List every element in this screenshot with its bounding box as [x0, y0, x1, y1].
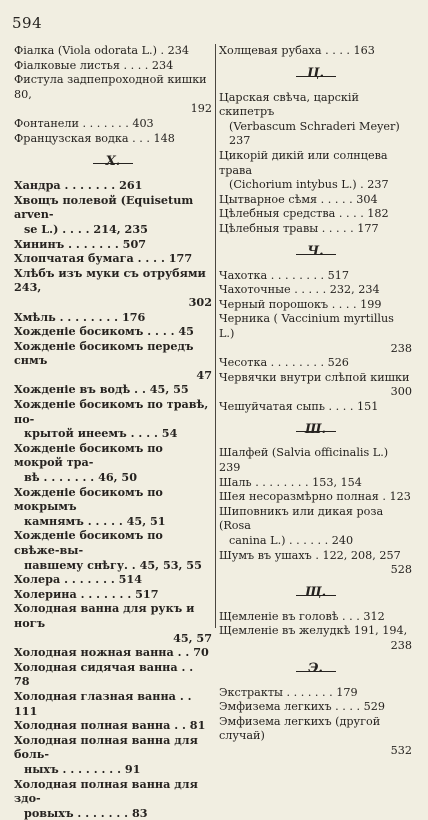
index-entry — [14, 132, 212, 147]
index-entry — [14, 572, 212, 587]
index-entry — [14, 689, 212, 718]
index-entry — [219, 222, 412, 237]
entry-line: Хожденіе босикомъ передъ снмъ — [14, 339, 212, 368]
entry-line: Фонтанели . . . . . . . 403 — [14, 117, 212, 132]
entry-line: Фіалковые листья . . . . 234 — [14, 59, 212, 74]
index-entry — [14, 660, 212, 689]
index-column-left — [14, 44, 212, 820]
entry-line: Холодная глазная ванна . . 111 — [14, 689, 212, 718]
entry-line: 238 — [219, 639, 412, 654]
entry-line: Экстракты . . . . . . . 179 — [219, 686, 412, 701]
index-entry — [219, 610, 412, 625]
entry-line: Хожденіе босикомъ по мокрымъ — [14, 485, 212, 514]
entry-line: 532 — [219, 744, 412, 759]
entry-line: ныхъ . . . . . . . . 91 — [14, 762, 212, 777]
entry-line: камнямъ . . . . . 45, 51 — [14, 514, 212, 529]
entry-line: Холера . . . . . . . 514 — [14, 572, 212, 587]
index-entry — [219, 715, 412, 759]
entry-line: Хининъ . . . . . . . 507 — [14, 237, 212, 252]
entry-line: Червячки внутри слѣпой кишки — [219, 371, 412, 386]
index-entry — [219, 700, 412, 715]
index-entry — [14, 310, 212, 325]
entry-line: Эмфизема легкихъ . . . . 529 — [219, 700, 412, 715]
entry-line: Шиповникъ или дикая роза (Rosa — [219, 505, 412, 534]
entry-line: Царская свѣча, царскій скипетръ — [219, 91, 412, 120]
entry-line: (Verbascum Schraderi Meyer) 237 — [219, 120, 412, 149]
index-entry — [219, 356, 412, 371]
entry-line: Цикорій дикій или солнцева трава — [219, 149, 412, 178]
letter-heading — [14, 156, 212, 170]
entry-line: Французская водка . . . 148 — [14, 132, 212, 147]
index-entry — [14, 528, 212, 572]
index-entry — [14, 324, 212, 339]
heading-letter: Ш. — [219, 423, 412, 438]
index-entry — [14, 266, 212, 310]
entry-line: Шумъ въ ушахъ . 122, 208, 257 — [219, 549, 412, 564]
letter-heading — [219, 664, 412, 678]
entry-line: Эмфизема легкихъ (другой случай) — [219, 715, 412, 744]
index-entry — [14, 117, 212, 132]
index-entry — [219, 283, 412, 298]
index-entry — [219, 490, 412, 505]
letter-heading — [219, 69, 412, 83]
entry-line: Хвощъ полевой (Equisetum arven- — [14, 193, 212, 222]
entry-line: (Cichorium intybus L.) . 237 — [219, 178, 412, 193]
entry-line: Хожденіе въ водѣ . . 45, 55 — [14, 382, 212, 397]
entry-line: крытой инеемъ . . . . 54 — [14, 426, 212, 441]
index-entry — [219, 91, 412, 149]
index-entry — [14, 441, 212, 485]
index-entry — [219, 400, 412, 415]
index-entry — [14, 339, 212, 383]
entry-line: Черный порошокъ . . . . 199 — [219, 298, 412, 313]
index-entry — [219, 505, 412, 549]
index-entry — [14, 382, 212, 397]
entry-line: Хлѣбъ изъ муки съ отрубями 243, — [14, 266, 212, 295]
index-entry — [219, 193, 412, 208]
index-entry — [219, 312, 412, 356]
entry-line: Холодная ножная ванна . . 70 — [14, 645, 212, 660]
index-entry — [219, 624, 412, 653]
index-entry — [219, 44, 412, 59]
entry-line: Фіалка (Viola odorata L.) . 234 — [14, 44, 212, 59]
entry-line: Хожденіе босикомъ по мокрой тра- — [14, 441, 212, 470]
entry-line: Черника ( Vaccinium myrtillus L.) — [219, 312, 412, 341]
index-entry — [14, 73, 212, 117]
entry-line: Чесотка . . . . . . . . 526 — [219, 356, 412, 371]
entry-line: Шалфей (Salvia officinalis L.) 239 — [219, 446, 412, 475]
index-entry — [14, 645, 212, 660]
entry-line: Холодная ванна для рукъ и ногъ — [14, 601, 212, 630]
index-entry — [219, 149, 412, 193]
index-entry — [219, 298, 412, 313]
index-entry — [14, 397, 212, 441]
entry-line: Чешуйчатая сыпь . . . . 151 — [219, 400, 412, 415]
entry-line: ровыхъ . . . . . . . 83 — [14, 806, 212, 820]
index-entry — [14, 237, 212, 252]
index-entry — [219, 686, 412, 701]
index-entry — [14, 777, 212, 820]
column-divider — [215, 44, 216, 628]
page-number: 594 — [12, 14, 42, 32]
entry-line: Чахоточные . . . . . 232, 234 — [219, 283, 412, 298]
entry-line: canina L.) . . . . . . 240 — [219, 534, 412, 549]
index-entry — [219, 446, 412, 475]
letter-heading — [219, 424, 412, 438]
index-entry — [14, 587, 212, 602]
entry-line: Хожденіе босикомъ по свѣже-вы- — [14, 528, 212, 557]
entry-line: 45, 57 — [14, 631, 212, 646]
index-entry — [219, 476, 412, 491]
entry-line: Хмѣль . . . . . . . . 176 — [14, 310, 212, 325]
entry-line: 47 — [14, 368, 212, 383]
heading-letter: X. — [14, 155, 212, 170]
entry-line: Холодная сидячая ванна . . 78 — [14, 660, 212, 689]
entry-line: 528 — [219, 563, 412, 578]
entry-line: Холодная полная ванна . . 81 — [14, 718, 212, 733]
index-entry — [14, 718, 212, 733]
index-entry — [14, 251, 212, 266]
index-entry — [14, 733, 212, 777]
entry-line: Фистула задпепроходной кишки 80, — [14, 73, 212, 102]
entry-line: se L.) . . . . 214, 235 — [14, 222, 212, 237]
entry-line: Холерина . . . . . . . 517 — [14, 587, 212, 602]
index-entry — [219, 269, 412, 284]
index-column-right — [219, 44, 412, 759]
entry-line: Холодная полная ванна для здо- — [14, 777, 212, 806]
entry-line: 192 — [14, 102, 212, 117]
entry-line: Хлопчатая бумага . . . . 177 — [14, 251, 212, 266]
entry-line: павшему снѣгу. . 45, 53, 55 — [14, 558, 212, 573]
letter-heading — [219, 588, 412, 602]
entry-line: вѣ . . . . . . . 46, 50 — [14, 470, 212, 485]
index-entry — [14, 485, 212, 529]
entry-line: 238 — [219, 342, 412, 357]
heading-letter: Ц. — [219, 67, 412, 82]
entry-line: Холодная полная ванна для боль- — [14, 733, 212, 762]
entry-line: Шаль . . . . . . . . 153, 154 — [219, 476, 412, 491]
index-entry — [14, 178, 212, 193]
entry-line: Цѣлебныя травы . . . . . 177 — [219, 222, 412, 237]
index-entry — [14, 59, 212, 74]
entry-line: Хожденіе босикомъ по травѣ, по- — [14, 397, 212, 426]
entry-line: Шея несоразмѣрно полная . 123 — [219, 490, 412, 505]
entry-line: Холщевая рубаха . . . . 163 — [219, 44, 412, 59]
entry-line: Хожденіе босикомъ . . . . 45 — [14, 324, 212, 339]
heading-letter: Э. — [219, 662, 412, 677]
index-entry — [14, 193, 212, 237]
entry-line: Цѣлебныя средства . . . . 182 — [219, 207, 412, 222]
entry-line: Щемленіе въ желудкѣ 191, 194, — [219, 624, 412, 639]
letter-heading — [219, 247, 412, 261]
heading-letter: Щ. — [219, 586, 412, 601]
entry-line: Цытварное сѣмя . . . . . 304 — [219, 193, 412, 208]
heading-letter: Ч. — [219, 245, 412, 260]
entry-line: Щемленіе въ головѣ . . . 312 — [219, 610, 412, 625]
index-entry — [14, 44, 212, 59]
index-entry — [219, 549, 412, 578]
entry-line: 302 — [14, 295, 212, 310]
index-entry — [14, 601, 212, 645]
entry-line: Чахотка . . . . . . . . 517 — [219, 269, 412, 284]
index-entry — [219, 207, 412, 222]
entry-line: Хандра . . . . . . . 261 — [14, 178, 212, 193]
index-entry — [219, 371, 412, 400]
entry-line: 300 — [219, 385, 412, 400]
